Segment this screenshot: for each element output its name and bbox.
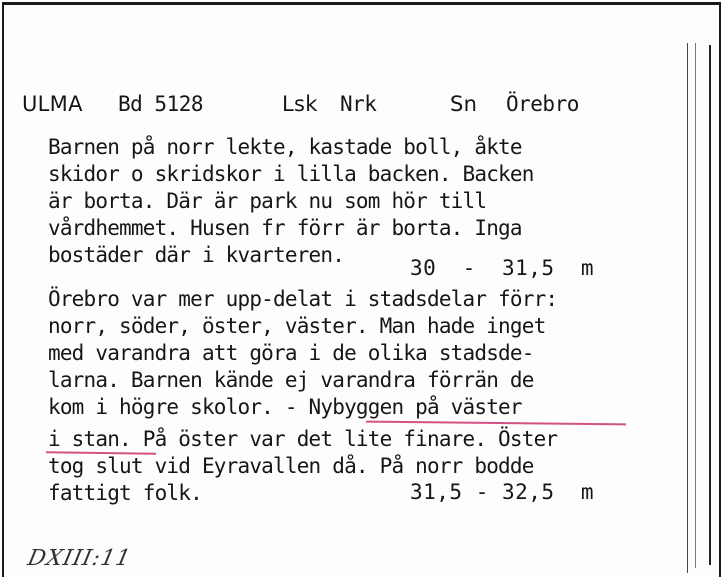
sn-value: Örebro: [506, 92, 579, 116]
archive-code: ULMA: [22, 92, 83, 116]
card-edge-line: [687, 43, 688, 573]
text-line: Barnen på norr lekte, kastade boll, åkte: [48, 135, 522, 159]
record-id: Bd 5128: [118, 92, 204, 116]
text-line: kom i högre skolor. - Nybyggen på väster: [48, 395, 522, 419]
measure-range: 30 - 31,5 m: [410, 256, 595, 280]
sn-label: Sn: [450, 92, 478, 116]
text-line: norr, söder, öster, väster. Man hade inget: [48, 314, 546, 338]
text-line: Örebro var mer upp-delat i stadsdelar förr:: [48, 287, 558, 311]
text-line: fattigt folk.: [48, 481, 202, 505]
text-line: med varandra att göra i de olika stadsde-: [48, 341, 534, 365]
text-line: larna. Barnen kände ej varandra förrän de: [48, 368, 534, 392]
text-line: tog slut vid Eyravallen då. På norr bodde: [48, 454, 534, 478]
card-edge-line: [695, 43, 696, 568]
lsk-value: Nrk: [340, 92, 377, 116]
card-edge-line: [709, 45, 711, 565]
handwritten-signature: DXIII:11: [25, 546, 134, 571]
measure-range: 31,5 - 32,5 m: [410, 480, 595, 504]
text-line: vårdhemmet. Husen fr förr är borta. Inga: [48, 216, 522, 240]
text-line: i stan. På öster var det lite finare. Öster: [48, 427, 558, 451]
lsk-label: Lsk: [282, 92, 318, 116]
text-line: skidor o skridskor i lilla backen. Backen: [48, 162, 534, 186]
text-line: är borta. Där är park nu som hör till: [48, 189, 487, 213]
text-line: bostäder där i kvarteren.: [48, 243, 345, 267]
